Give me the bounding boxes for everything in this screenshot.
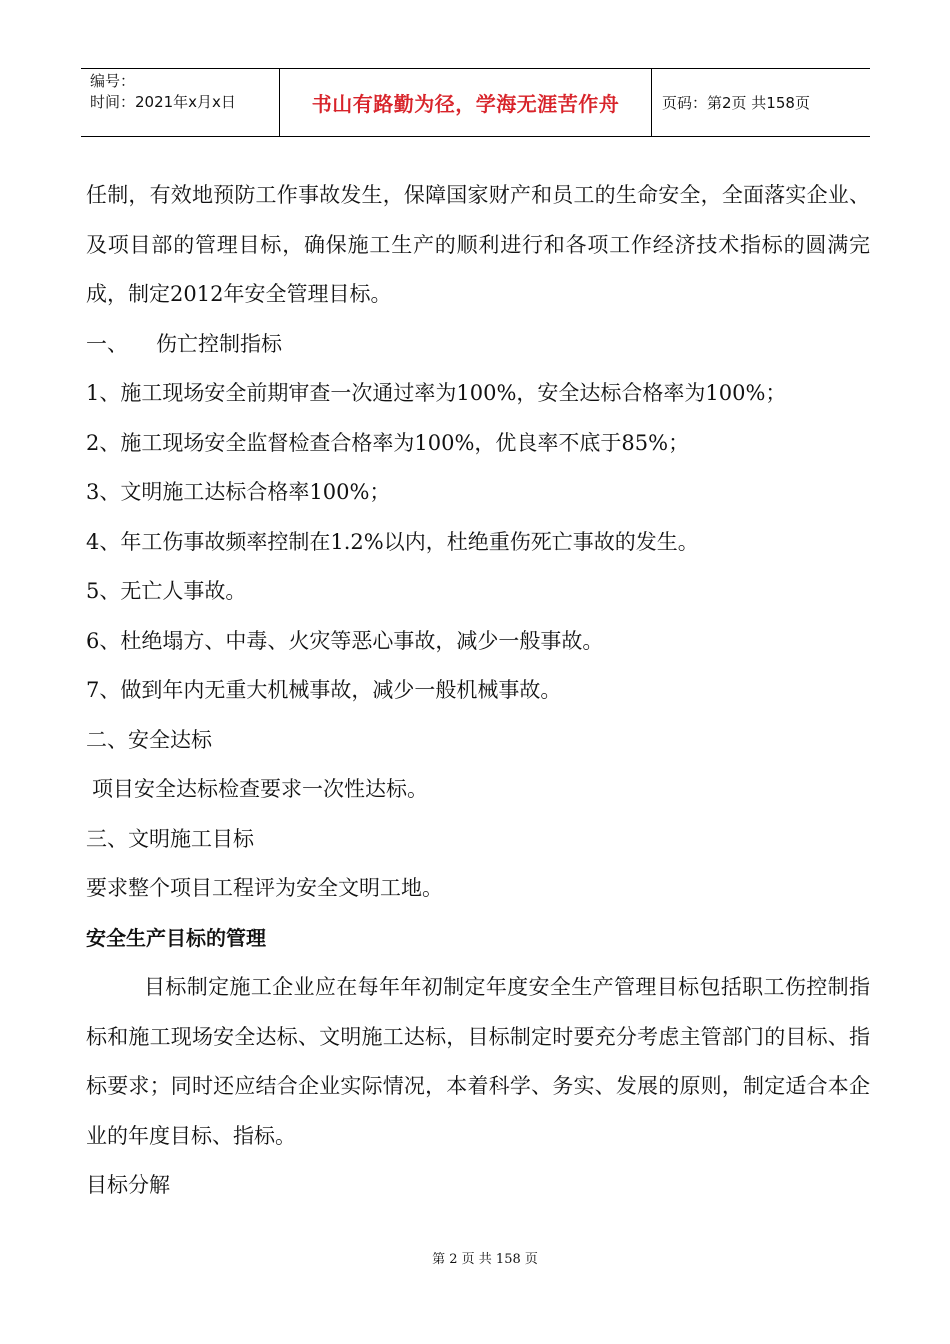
list-item-2: 2、施工现场安全监督检查合格率为100%，优良率不底于85%； [86,430,690,455]
decompose-heading: 目标分解 [86,1173,170,1197]
section-2-text: 项目安全达标检查要求一次性达标。 [92,777,428,801]
page-footer: 第 2 页 共 158 页 [432,1252,538,1267]
header-motto: 书山有路勤为径，学海无涯苦作舟 [280,69,652,136]
section-3-text: 要求整个项目工程评为安全文明工地。 [86,876,443,900]
management-paragraph: 目标制定施工企业应在每年年初制定年度安全生产管理目标包括职工伤控制指标和施工现场安全达标、文明施工达标，目标制定时要充分考虑主管部门的目标、指标要求；同时还应结合企业实际情况，本着科学、务实、发展的原则，制定适合本企业的年度目标、指标。 [86,975,870,1148]
time-label: 时间：2021年x月x日 [90,93,236,111]
list-item-7: 7、做到年内无重大机械事故，减少一般机械事故。 [86,678,562,702]
section-1-title: 伤亡控制指标 [156,331,282,356]
list-item-5: 5、无亡人事故。 [86,579,247,603]
header-page-info: 页码：第2页 共158页 [662,94,810,112]
section-1-heading [86,320,870,370]
section-3-heading: 三、文明施工目标 [86,826,254,851]
header-meta-cell [81,69,280,136]
list-item-4: 4、年工伤事故频率控制在1.2%以内，杜绝重伤死亡事故的发生。 [86,529,699,554]
list-item-3: 3、文明施工达标合格率100%； [86,480,391,504]
section-2-heading: 二、安全达标 [86,727,212,752]
intro-paragraph: 任制，有效地预防工作事故发生，保障国家财产和员工的生命安全，全面落实企业、及项目部的管理目标，确保施工生产的顺利进行和各项工作经济技术指标的圆满完成，制定2012年安全管理目标。 [86,183,870,306]
document-body [86,171,870,1211]
section-1-number: 一、 [86,331,128,356]
page-header [81,68,870,137]
number-label: 编号： [90,72,136,90]
list-item-1: 1、施工现场安全前期审查一次通过率为100%，安全达标合格率为100%； [86,381,787,405]
management-heading: 安全生产目标的管理 [86,925,266,950]
list-item-6: 6、杜绝塌方、中毒、火灾等恶心事故，减少一般事故。 [86,628,604,653]
